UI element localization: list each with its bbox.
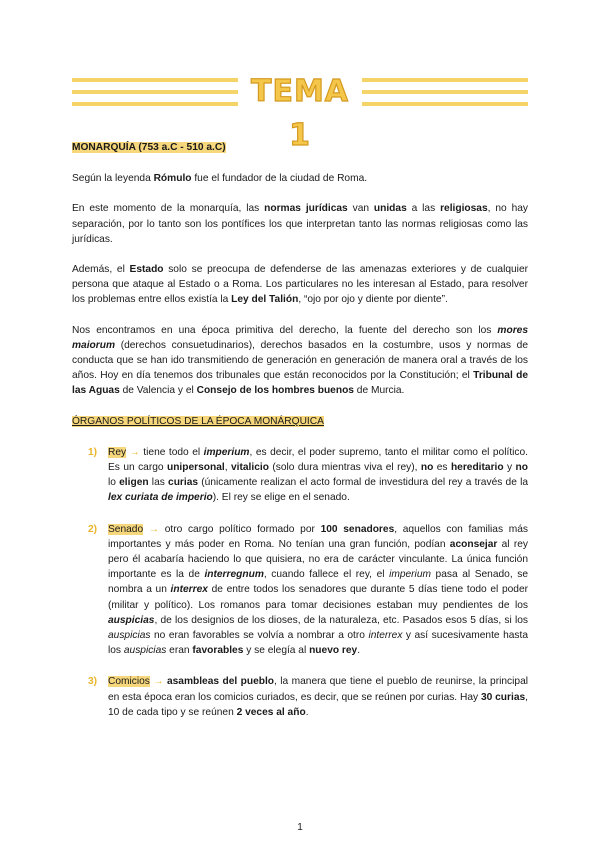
section-heading-monarquia: MONARQUÍA (753 a.C - 510 a.C) — [72, 142, 226, 153]
organos-list — [72, 445, 528, 720]
document-body — [72, 140, 528, 736]
list-number: 3) — [88, 676, 98, 688]
arrow-icon: → — [153, 676, 164, 688]
paragraph-normas: En este momento de la monarquía, las normas jurídicas van unidas a las religiosas, no hay separación, por lo tanto son los pontífices los que interpretan tanto las normas religiosas como las jurídicas. — [72, 203, 528, 245]
header-stripe — [72, 90, 238, 94]
page-number: 1 — [297, 822, 303, 833]
page-title: TEMA 1 — [250, 74, 350, 153]
paragraph-romulo: Según la leyenda Rómulo fue el fundador de la ciudad de Roma. — [72, 173, 368, 185]
list-number: 2) — [88, 523, 98, 535]
list-item-comicios: 3) Comicios → asambleas del pueblo, la manera que tiene el pueblo de reunirse, la principal en esta época eran los comicios curiados, es decir, que se reúnen por curias. Hay 30 curias, 10 de cada tipo y se reúnen 2 veces al año. — [88, 676, 528, 718]
list-item-senado: 2) Senado → otro cargo político formado por 100 senadores, aquellos con familias más importantes y más poder en Roma. No tenían una gran función, podían aconsejar al rey pero él acabaría haciendo lo que quisiera, no era de carácter vinculante. La única función importante es la de interregnum, cuando fallece el rey, el imperium pasa al Senado, se nombra a un interrex de entre todos los senadores que durante 5 días tiene todo el poder (militar y político). Los romanos para tomar decisiones estaban muy pendientes de los auspicias, de los designios de los dioses, de la naturaleza, etc. Pasados esos 5 días, si los auspicias no eran favorables se volvía a nombrar a otro interrex y así sucesivamente hasta los auspicias eran favorables y se elegía al nuevo rey. — [88, 523, 529, 657]
header-stripe — [72, 102, 238, 106]
header-stripe — [362, 90, 528, 94]
header-stripe — [72, 78, 238, 82]
paragraph-derecho: Nos encontramos en una época primitiva del derecho, la fuente del derecho son los mores maiorum (derechos consuetudinarios), derechos basados en la costumbre, usos y normas de conducta que se han ido transmitiendo de generación en generación de manera oral a través de los años. Hoy en día tenemos dos tribunales que están reconocidos por la Constitución; el Tribunal de las Aguas de Valencia y el Consejo de los hombres buenos de Murcia. — [72, 324, 528, 397]
arrow-icon: → — [148, 523, 160, 535]
list-item-rey: 1) Rey → tiene todo el imperium, es decir, el poder supremo, tanto el militar como el político. Es un cargo unipersonal, vitalicio (solo dura mientras viva el rey), no es hereditario y no lo eligen las curias (únicamente realizan el acto formal de investidura del rey a través de la lex curiata de imperio). El rey se elige en el senado. — [88, 446, 528, 504]
arrow-icon: → — [129, 446, 140, 458]
term-senado: Senado — [108, 523, 144, 535]
paragraph-estado: Además, el Estado solo se preocupa de defenderse de las amenazas exteriores y de cualquier persona que ataque al Estado o a Roma. Los particulares no les interesan al Estado, para resolver los problemas entre ellos existía la Ley del Talión, “ojo por ojo y diente por diente”. — [72, 264, 529, 306]
section-heading-organos: ÓRGANOS POLÍTICOS DE LA ÉPOCA MONÁRQUICA — [72, 415, 324, 427]
header-stripe — [362, 102, 528, 106]
list-number: 1) — [88, 446, 98, 458]
term-comicios: Comicios — [108, 676, 150, 688]
header-stripe — [362, 78, 528, 82]
term-rey: Rey — [108, 446, 127, 458]
